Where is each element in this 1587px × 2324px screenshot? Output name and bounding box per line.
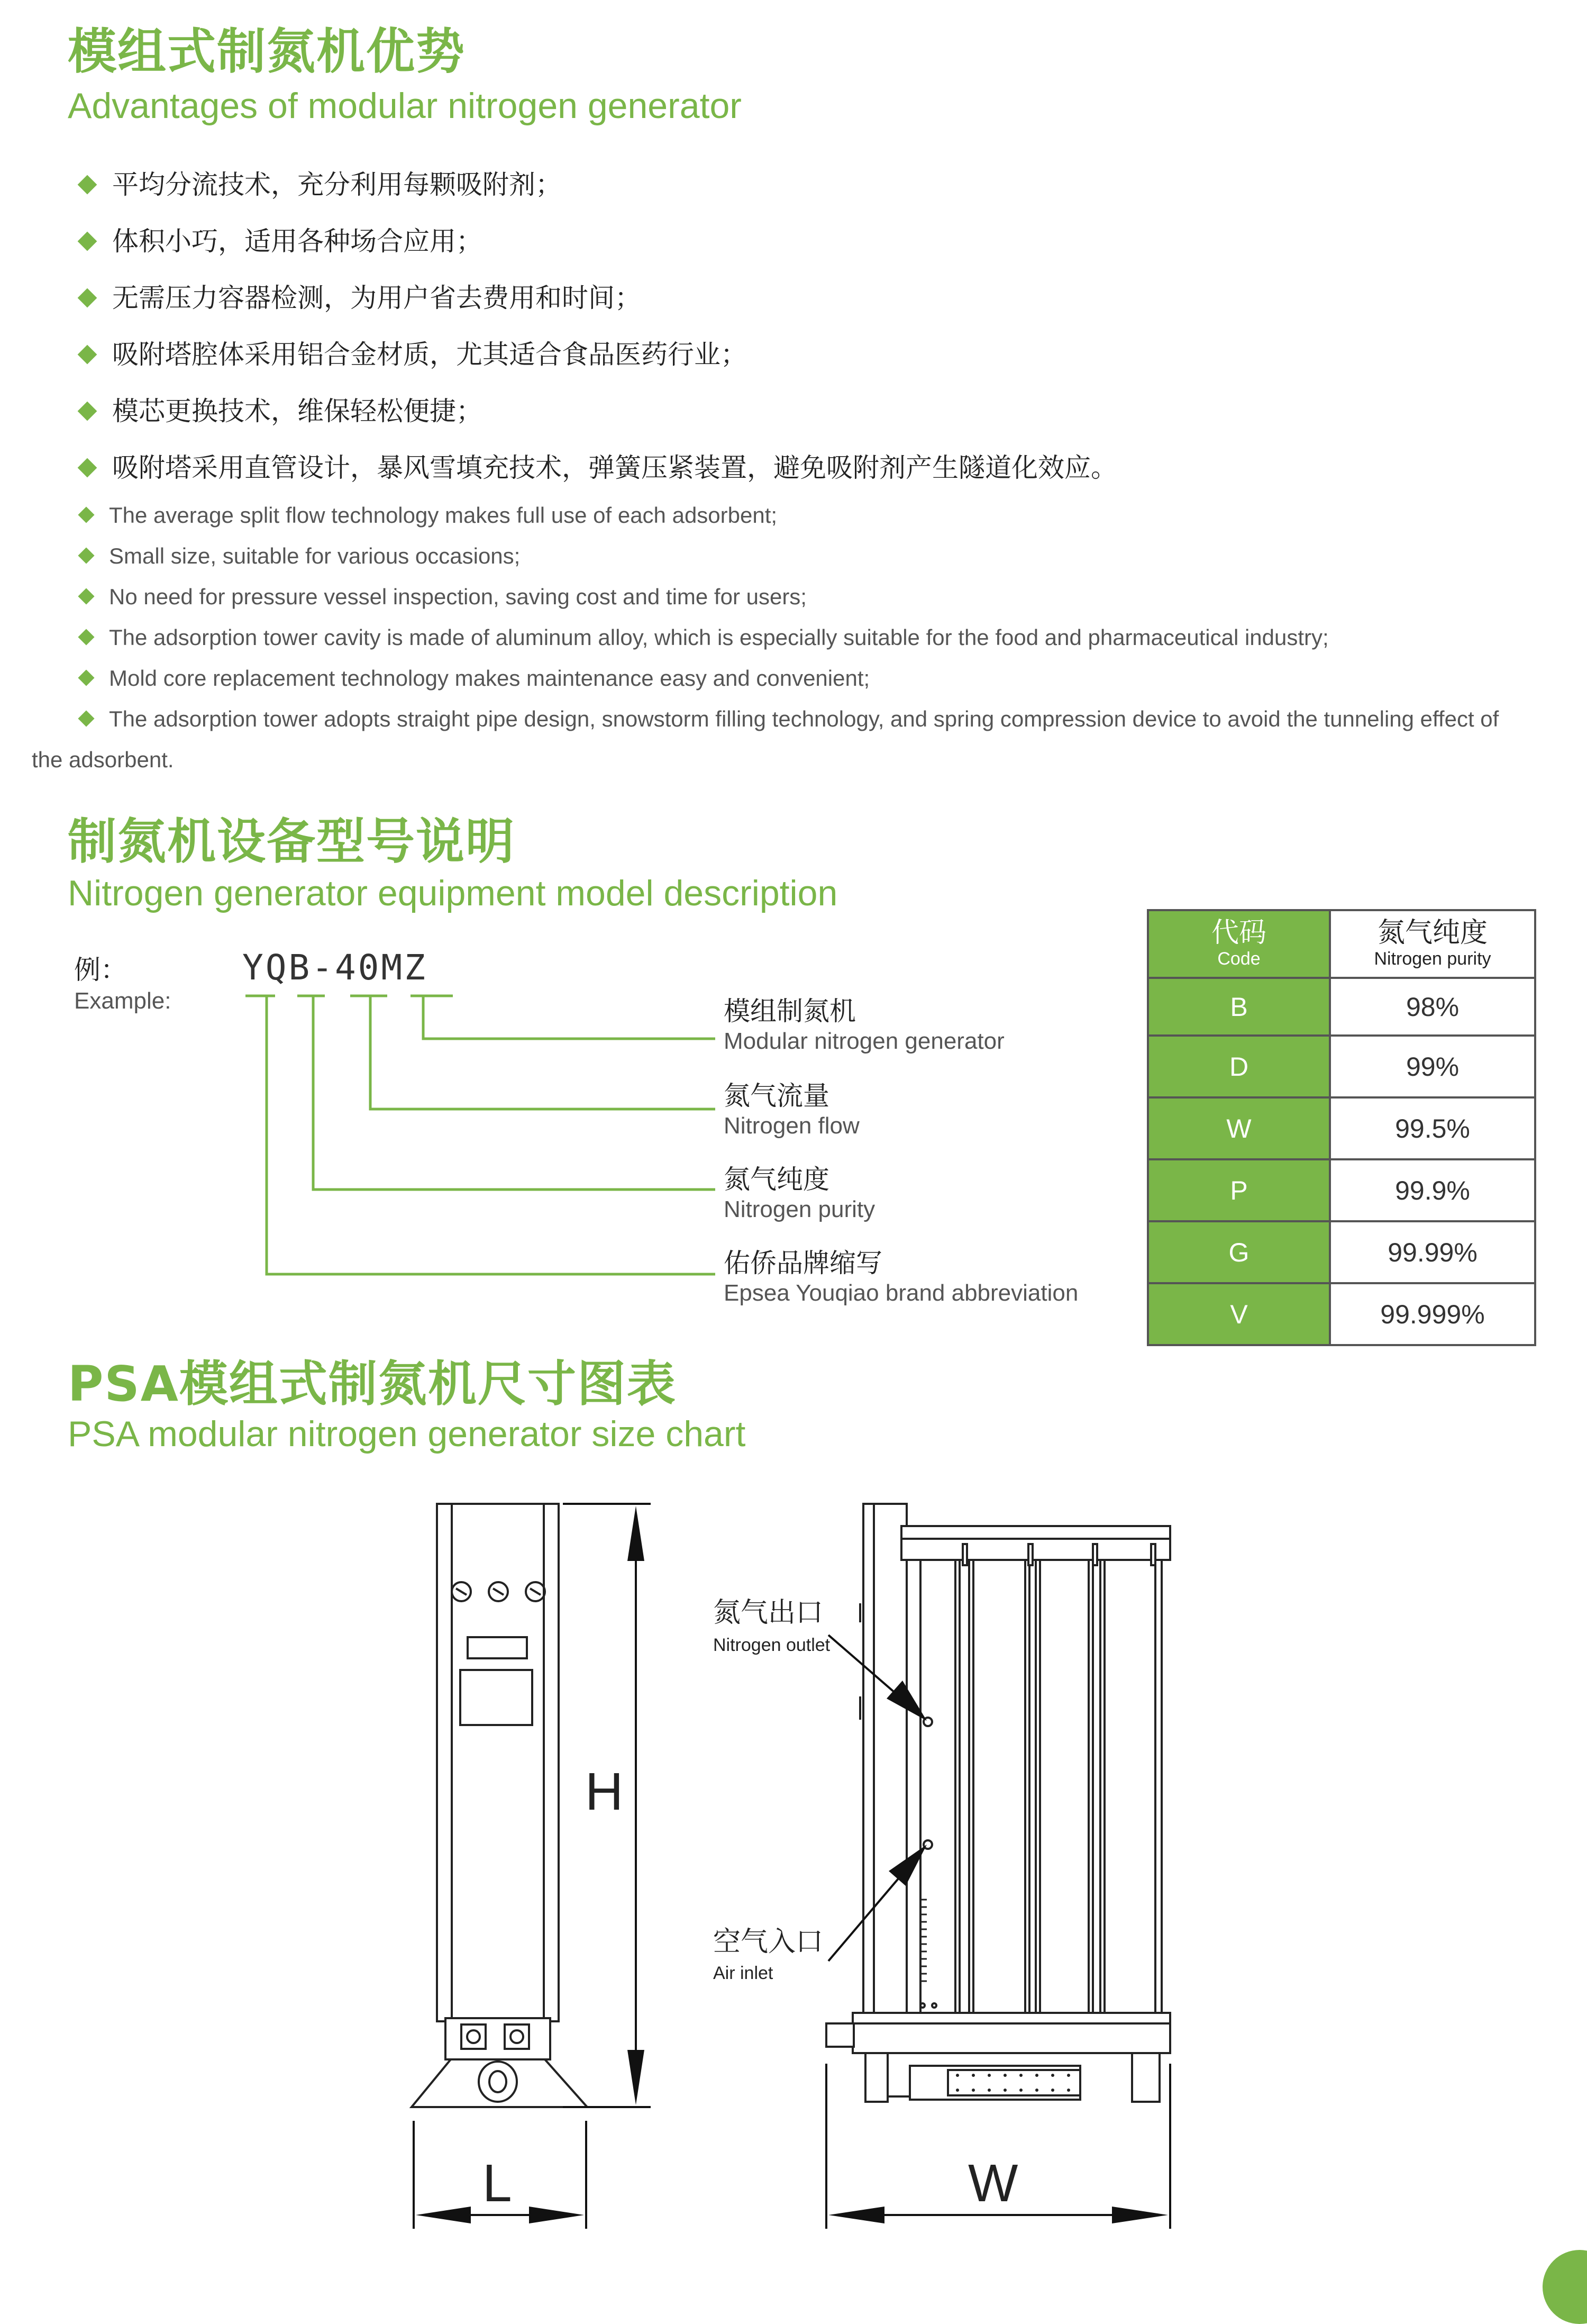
- code-cell: B: [1148, 978, 1330, 1036]
- section1-title-cn: 模组式制氮机优势: [68, 23, 466, 80]
- purity-cell: 99.999%: [1330, 1283, 1535, 1345]
- model-code-example: YQB-40MZ: [242, 947, 427, 988]
- legend-flow-en: Nitrogen flow: [724, 1113, 860, 1139]
- side-view-drawing: [826, 1504, 1170, 2102]
- code-cell: G: [1148, 1221, 1330, 1283]
- purity-cell: 99.99%: [1330, 1221, 1535, 1283]
- legend-brand-cn: 佑侨品牌缩写: [724, 1248, 882, 1278]
- legend-purity-en: Nitrogen purity: [724, 1196, 875, 1222]
- legend-brand-en: Epsea Youqiao brand abbreviation: [724, 1280, 1079, 1306]
- advantage-item-cn: 平均分流技术，充分利用每颗吸附剂；: [74, 156, 1117, 213]
- advantage-item-en: Mold core replacement technology makes maintenance easy and convenient;: [74, 658, 1524, 698]
- advantage-item-en: The average split flow technology makes full use of each adsorbent;: [74, 495, 1524, 535]
- advantage-item-en: No need for pressure vessel inspection, saving cost and time for users;: [74, 576, 1524, 617]
- purity-cell: 99.5%: [1330, 1097, 1535, 1159]
- width-dimension-label: W: [968, 2154, 1018, 2213]
- advantage-item-cn: 吸附塔采用直管设计，暴风雪填充技术，弹簧压紧装置，避免吸附剂产生隧道化效应。: [74, 439, 1117, 496]
- example-label-en: Example:: [74, 988, 171, 1014]
- code-cell: D: [1148, 1036, 1330, 1097]
- front-view-drawing: [412, 1504, 587, 2107]
- advantage-item-cn: 体积小巧，适用各种场合应用；: [74, 213, 1117, 269]
- advantage-item-cn: 模芯更换技术，维保轻松便捷；: [74, 383, 1117, 439]
- advantage-item-en: The adsorption tower adopts straight pipe design, snowstorm filling technology, and spring compression device to avoid the tunneling effect of the adsorbent.: [32, 706, 1499, 772]
- advantage-item-cn: 无需压力容器检测，为用户省去费用和时间；: [74, 269, 1117, 326]
- example-label-cn: 例：: [74, 955, 127, 985]
- legend-flow-cn: 氮气流量: [724, 1081, 829, 1111]
- purity-cell: 99%: [1330, 1036, 1535, 1097]
- section2-title-en: Nitrogen generator equipment model description: [68, 873, 838, 913]
- code-cell: W: [1148, 1097, 1330, 1159]
- section3-title-en: PSA modular nitrogen generator size chart: [68, 1414, 746, 1454]
- advantage-item-cn: 吸附塔腔体采用铝合金材质，尤其适合食品医药行业；: [74, 326, 1117, 383]
- nitrogen-outlet-label-en: Nitrogen outlet: [713, 1635, 831, 1655]
- header-code: 代码 Code: [1148, 910, 1330, 978]
- legend-purity-cn: 氮气纯度: [724, 1164, 829, 1195]
- legend-modular-cn: 模组制氮机: [724, 996, 856, 1027]
- header-purity: 氮气纯度 Nitrogen purity: [1330, 910, 1535, 978]
- nitrogen-outlet-label-cn: 氮气出口: [713, 1597, 824, 1629]
- length-dimension-label: L: [482, 2154, 512, 2213]
- advantage-item-en: The adsorption tower cavity is made of aluminum alloy, which is especially suitable for the food and pharmaceutical industry;: [74, 617, 1524, 658]
- purity-cell: 98%: [1330, 978, 1535, 1036]
- code-cell: P: [1148, 1159, 1330, 1221]
- section2-title-cn: 制氮机设备型号说明: [68, 813, 516, 870]
- air-inlet-label-en: Air inlet: [713, 1963, 773, 1983]
- advantage-item-en: Small size, suitable for various occasions;: [74, 535, 1524, 576]
- section1-title-en: Advantages of modular nitrogen generator: [68, 86, 742, 126]
- height-dimension-label: H: [585, 1762, 624, 1821]
- air-inlet-label-cn: 空气入口: [713, 1926, 824, 1958]
- section3-title-cn: PSA模组式制氮机尺寸图表: [68, 1356, 677, 1412]
- code-cell: V: [1148, 1283, 1330, 1345]
- purity-cell: 99.9%: [1330, 1159, 1535, 1221]
- legend-modular-en: Modular nitrogen generator: [724, 1028, 1005, 1054]
